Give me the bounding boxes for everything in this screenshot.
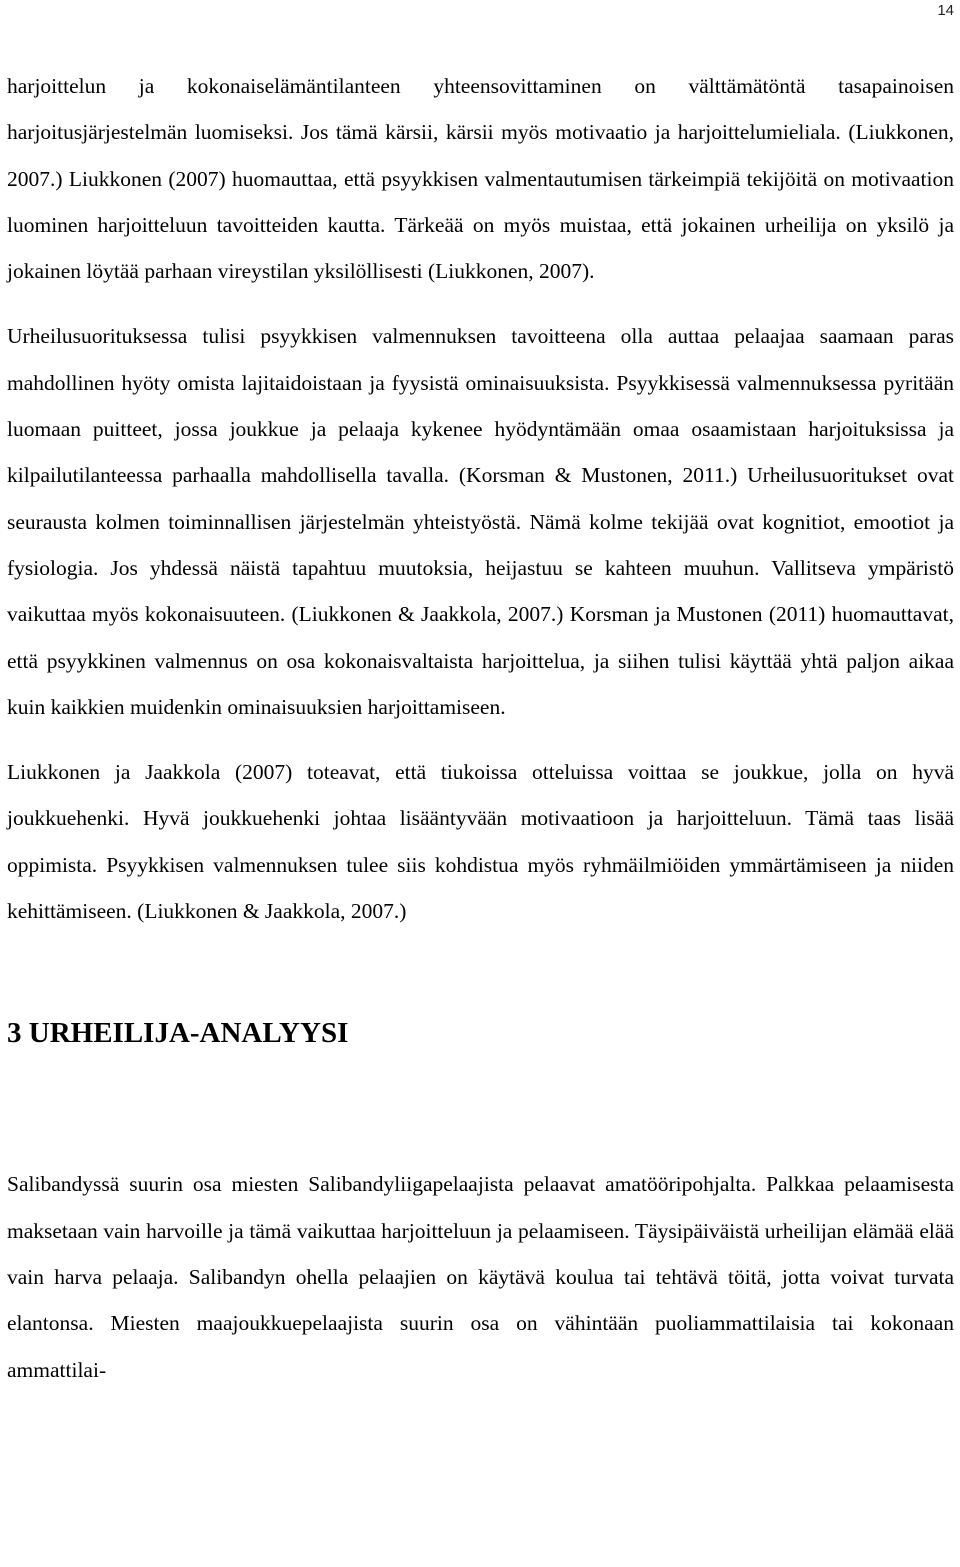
section-paragraph-1: Salibandyssä suurin osa miesten Salibandyliigapelaajista pelaavat amatööripohjalta. Palkkaa pelaamisesta maksetaan vain harvoille ja tämä vaikuttaa harjoitteluun ja pelaamiseen. Täysipäiväistä urheilijan elämää elää vain harva pelaaja. Salibandyn ohella pelaajien on käytävä koulua tai tehtävä töitä, jotta voivat turvata elantonsa. Miesten maajoukkuepelaajista suurin osa on vähintään puoliammattilaisia tai kokonaan ammattilai- — [7, 1172, 954, 1382]
page-number: 14 — [937, 2, 954, 19]
body-paragraph-3: Liukkonen ja Jaakkola (2007) toteavat, että tiukoissa otteluissa voittaa se joukkue, jolla on hyvä joukkuehenki. Hyvä joukkuehenki johtaa lisääntyvään motivaatioon ja harjoitteluun. Tämä taas lisää oppimista. Psyykkisen valmennuksen tulee siis kohdistua myös ryhmäilmiöiden ymmärtämiseen ja niiden kehittämiseen. (Liukkonen & Jaakkola, 2007.) — [7, 760, 954, 924]
body-paragraph-1: harjoittelun ja kokonaiselämäntilanteen yhteensovittaminen on välttämätöntä tasapainoisen harjoitusjärjestelmän luomiseksi. Jos tämä kärsii, kärsii myös motivaatio ja harjoittelumieliala. (Liukkonen, 2007.) Liukkonen (2007) huomauttaa, että psyykkisen valmentautumisen tärkeimpiä tekijöitä on motivaation luominen harjoitteluun tavoitteiden kautta. Tärkeää on myös muistaa, että jokainen urheilija on yksilö ja jokainen löytää parhaan vireystilan yksilöllisesti (Liukkonen, 2007). — [7, 74, 954, 284]
body-paragraph-2: Urheilusuorituksessa tulisi psyykkisen valmennuksen tavoitteena olla auttaa pelaajaa saamaan paras mahdollinen hyöty omista lajitaidoistaan ja fyysistä ominaisuuksista. Psyykkisessä valmennuksessa pyritään luomaan puitteet, jossa joukkue ja pelaaja kykenee hyödyntämään omaa osaamistaan harjoituksissa ja kilpailutilanteessa parhaalla mahdollisella tavalla. (Korsman & Mustonen, 2011.) Urheilusuoritukset ovat seurausta kolmen toiminnallisen järjestelmän yhteistyöstä. Nämä kolme tekijää ovat kognitiot, emootiot ja fysiologia. Jos yhdessä näistä tapahtuu muutoksia, heijastuu se kahteen muuhun. Vallitseva ympäristö vaikuttaa myös kokonaisuuteen. (Liukkonen & Jaakkola, 2007.) Korsman ja Mustonen (2011) huomauttavat, että psyykkinen valmennus on osa kokonaisvaltaista harjoittelua, ja siihen tulisi käyttää yhtä paljon aikaa kuin kaikkien muidenkin ominaisuuksien harjoittamiseen. — [7, 324, 954, 719]
section-heading: 3 URHEILIJA-ANALYYSI — [7, 1017, 349, 1050]
document-body — [7, 63, 954, 1393]
